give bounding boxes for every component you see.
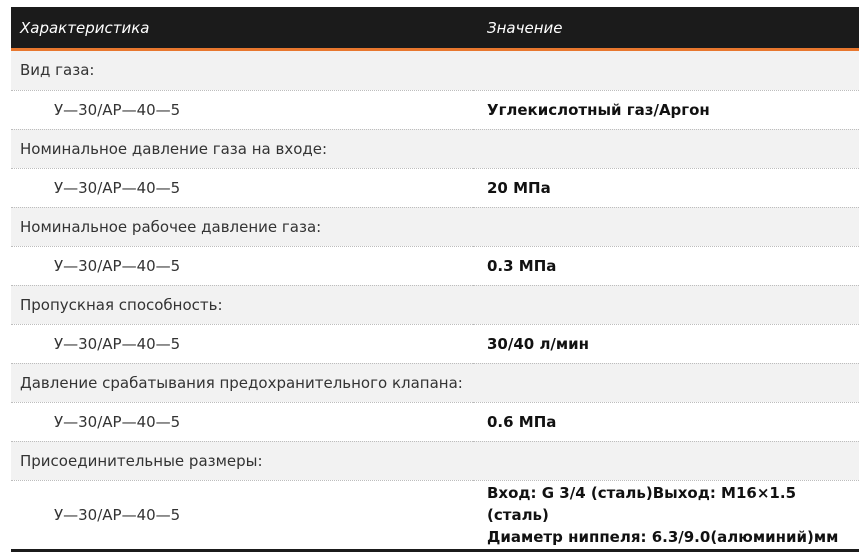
value-cell: 30/40 л/мин bbox=[473, 324, 859, 363]
table-header bbox=[11, 7, 859, 48]
group-label: Вид газа: bbox=[11, 51, 859, 90]
table-row bbox=[11, 168, 859, 207]
table-row bbox=[11, 324, 859, 363]
model-cell: У—30/АР—40—5 bbox=[11, 168, 473, 207]
group-row-connection-sizes bbox=[11, 441, 859, 480]
group-label: Номинальное давление газа на входе: bbox=[11, 129, 859, 168]
model-cell: У—30/АР—40—5 bbox=[11, 90, 473, 129]
group-row-working-pressure bbox=[11, 207, 859, 246]
header-value: Значение bbox=[473, 7, 859, 48]
table-body bbox=[11, 51, 859, 552]
spec-table bbox=[11, 7, 859, 552]
value-cell: 0.6 МПа bbox=[473, 402, 859, 441]
table-row bbox=[11, 90, 859, 129]
group-label: Номинальное рабочее давление газа: bbox=[11, 207, 859, 246]
table-row bbox=[11, 246, 859, 285]
model-cell: У—30/АР—40—5 bbox=[11, 324, 473, 363]
group-row-inlet-pressure bbox=[11, 129, 859, 168]
model-cell: У—30/АР—40—5 bbox=[11, 480, 473, 549]
model-cell: У—30/АР—40—5 bbox=[11, 246, 473, 285]
value-line-2: Диаметр ниппеля: 6.3/9.0(алюминий)мм bbox=[487, 527, 839, 546]
value-cell: Углекислотный газ/Аргон bbox=[473, 90, 859, 129]
group-row-gas-type bbox=[11, 51, 859, 90]
header-row bbox=[11, 7, 859, 48]
header-characteristic: Характеристика bbox=[11, 7, 473, 48]
bottom-rule bbox=[11, 549, 859, 552]
group-label: Давление срабатывания предохранительного клапана: bbox=[11, 363, 859, 402]
group-label: Пропускная способность: bbox=[11, 285, 859, 324]
value-cell: 20 МПа bbox=[473, 168, 859, 207]
value-cell: 0.3 МПа bbox=[473, 246, 859, 285]
table-row bbox=[11, 402, 859, 441]
model-cell: У—30/АР—40—5 bbox=[11, 402, 473, 441]
group-label: Присоединительные размеры: bbox=[11, 441, 859, 480]
table-row bbox=[11, 480, 859, 549]
group-row-throughput bbox=[11, 285, 859, 324]
value-line-1: Вход: G 3/4 (сталь)Выход: М16×1.5 (сталь) bbox=[487, 483, 797, 524]
value-cell-multiline bbox=[473, 480, 859, 549]
group-row-relief-valve bbox=[11, 363, 859, 402]
